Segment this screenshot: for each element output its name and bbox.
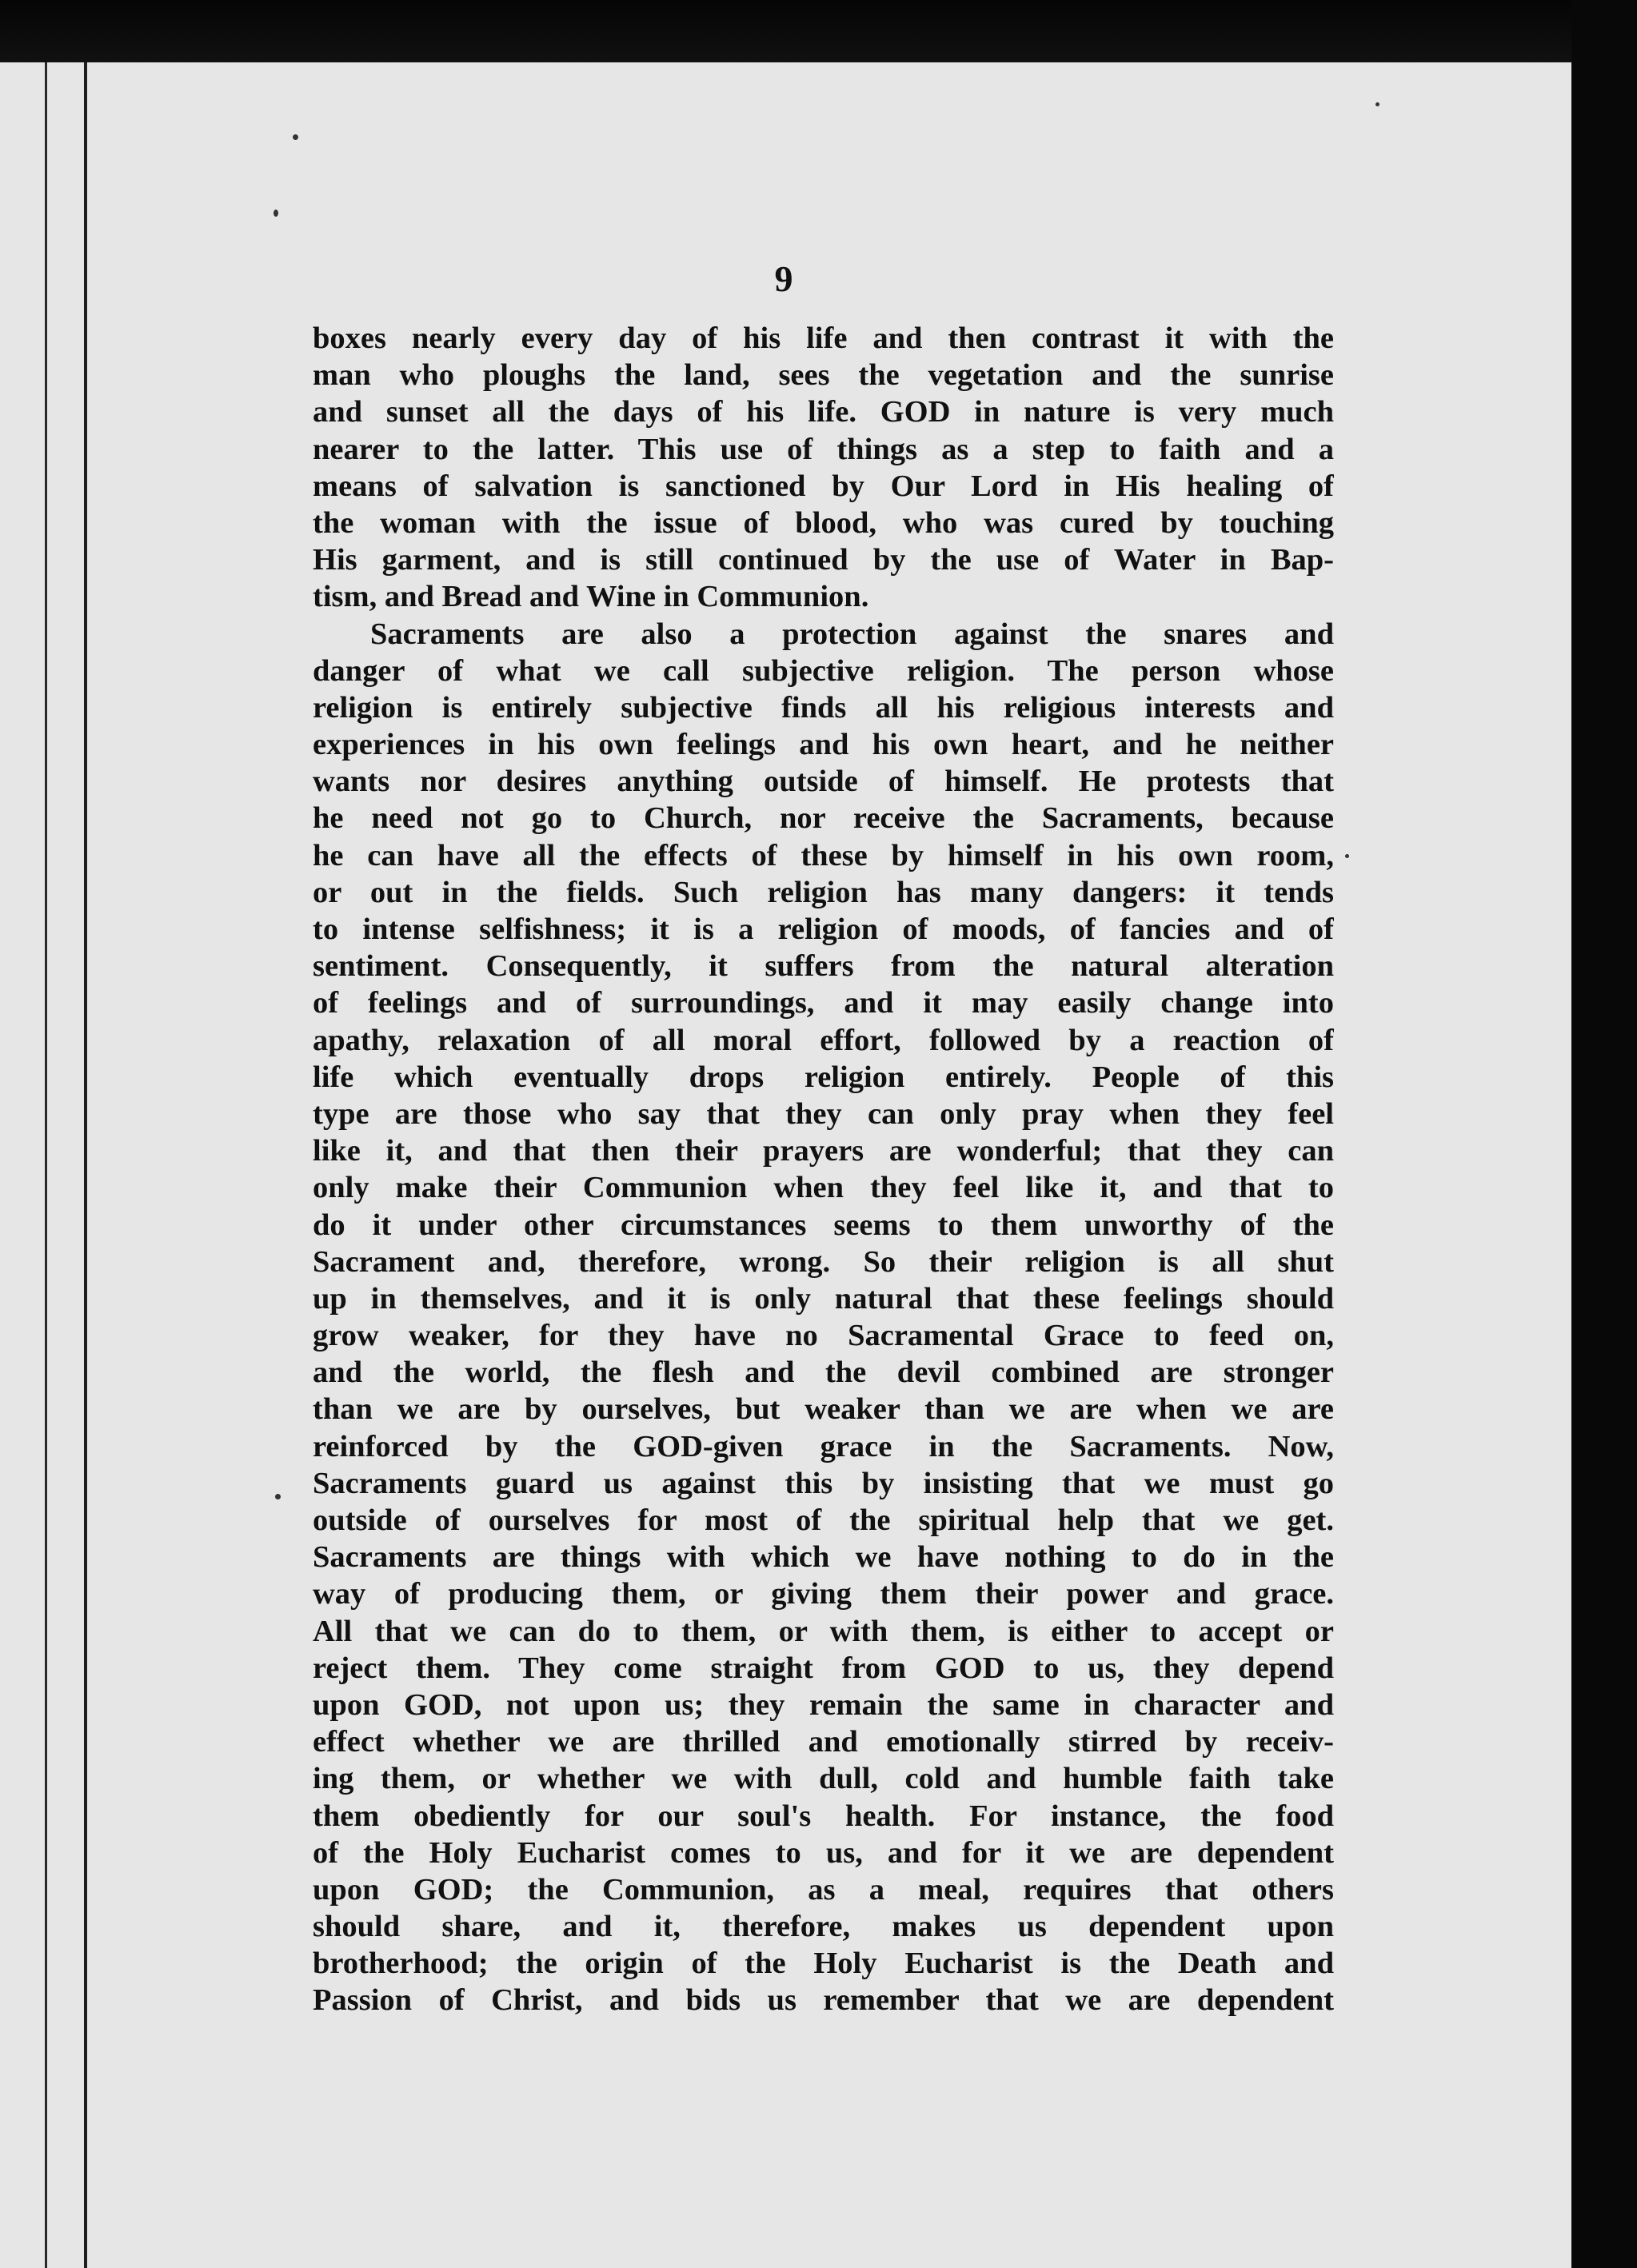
text-line: upon GOD, not upon us; they remain the same in character and (313, 1687, 1334, 1722)
scan-speck (273, 210, 278, 217)
text-line: do it under other circumstances seems to them unworthy of the (313, 1208, 1334, 1242)
scan-edge-line (45, 62, 47, 2268)
text-line: apathy, relaxation of all moral effort, followed by a reaction of (313, 1023, 1334, 1057)
text-line: All that we can do to them, or with them, is either to accept or (313, 1614, 1334, 1648)
scan-edge-line (84, 62, 87, 2268)
text-line: reject them. They come straight from GOD to us, they depend (313, 1651, 1334, 1685)
text-line: religion is entirely subjective finds all his religious interests and (313, 690, 1334, 725)
text-line: outside of ourselves for most of the spiritual help that we get. (313, 1503, 1334, 1537)
text-line: he need not go to Church, nor receive the Sacraments, because (313, 801, 1334, 836)
text-line: to intense selfishness; it is a religion of moods, of fancies and of (313, 912, 1334, 946)
text-line: of the Holy Eucharist comes to us, and for it we are dependent (313, 1835, 1334, 1870)
scan-speck (1375, 102, 1379, 106)
text-line: ing them, or whether we with dull, cold and humble faith take (313, 1762, 1334, 1796)
scan-border-top (0, 0, 1637, 62)
scan-speck (275, 1494, 281, 1499)
text-line: than we are by ourselves, but weaker than we are when we are (313, 1392, 1334, 1427)
text-line: Sacraments are things with which we have nothing to do in the (313, 1540, 1334, 1575)
text-line: upon GOD; the Communion, as a meal, requires that others (313, 1872, 1334, 1907)
text-line: up in themselves, and it is only natural that these feelings should (313, 1281, 1334, 1316)
text-line: boxes nearly every day of his life and then contrast it with the (313, 321, 1334, 355)
text-line: way of producing them, or giving them their power and grace. (313, 1577, 1334, 1611)
scan-speck (1345, 854, 1349, 858)
text-line: should share, and it, therefore, makes us dependent upon (313, 1910, 1334, 1944)
text-line: His garment, and is still continued by the use of Water in Bap- (313, 543, 1334, 577)
text-line: man who ploughs the land, sees the vegetation and the sunrise (313, 358, 1334, 393)
text-line: Sacrament and, therefore, wrong. So their religion is all shut (313, 1244, 1334, 1279)
text-line: them obediently for our soul's health. For instance, the food (313, 1799, 1334, 1833)
text-line: danger of what we call subjective religion. The person whose (313, 653, 1334, 688)
text-line: like it, and that then their prayers are wonderful; that they can (313, 1134, 1334, 1168)
text-line: nearer to the latter. This use of things as a step to faith and a (313, 432, 1334, 466)
text-line: brotherhood; the origin of the Holy Eucharist is the Death and (313, 1947, 1334, 1981)
text-line: type are those who say that they can only pray when they feel (313, 1096, 1334, 1131)
text-line: and sunset all the days of his life. GOD in nature is very much (313, 395, 1334, 429)
text-line: Sacraments are also a protection against the snares and (370, 617, 1334, 651)
text-line: of feelings and of surroundings, and it may easily change into (313, 986, 1334, 1020)
text-line: experiences in his own feelings and his own heart, and he neither (313, 728, 1334, 762)
text-line: and the world, the flesh and the devil combined are stronger (313, 1356, 1334, 1390)
text-line: wants nor desires anything outside of himself. He protests that (313, 765, 1334, 799)
text-line: he can have all the effects of these by himself in his own room, (313, 838, 1334, 872)
scan-speck (293, 134, 298, 140)
text-line: effect whether we are thrilled and emotionally stirred by receiv- (313, 1725, 1334, 1759)
text-line: sentiment. Consequently, it suffers from the natural alteration (313, 949, 1334, 984)
text-line: life which eventually drops religion entirely. People of this (313, 1060, 1334, 1094)
scan-border-right (1571, 0, 1637, 2268)
text-line: Sacraments guard us against this by insisting that we must go (313, 1466, 1334, 1500)
text-line: tism, and Bread and Wine in Communion. (313, 580, 869, 614)
page-number: 9 (774, 258, 793, 299)
text-line: only make their Communion when they feel like it, and that to (313, 1171, 1334, 1205)
text-line: means of salvation is sanctioned by Our Lord in His healing of (313, 469, 1334, 503)
text-line: the woman with the issue of blood, who was cured by touching (313, 505, 1334, 540)
body-text (313, 320, 1334, 2019)
text-line: or out in the fields. Such religion has many dangers: it tends (313, 875, 1334, 909)
text-line: Passion of Christ, and bids us remember that we are dependent (313, 1983, 1334, 2018)
text-line: grow weaker, for they have no Sacramental Grace to feed on, (313, 1319, 1334, 1353)
text-line: reinforced by the GOD-given grace in the Sacraments. Now, (313, 1429, 1334, 1463)
